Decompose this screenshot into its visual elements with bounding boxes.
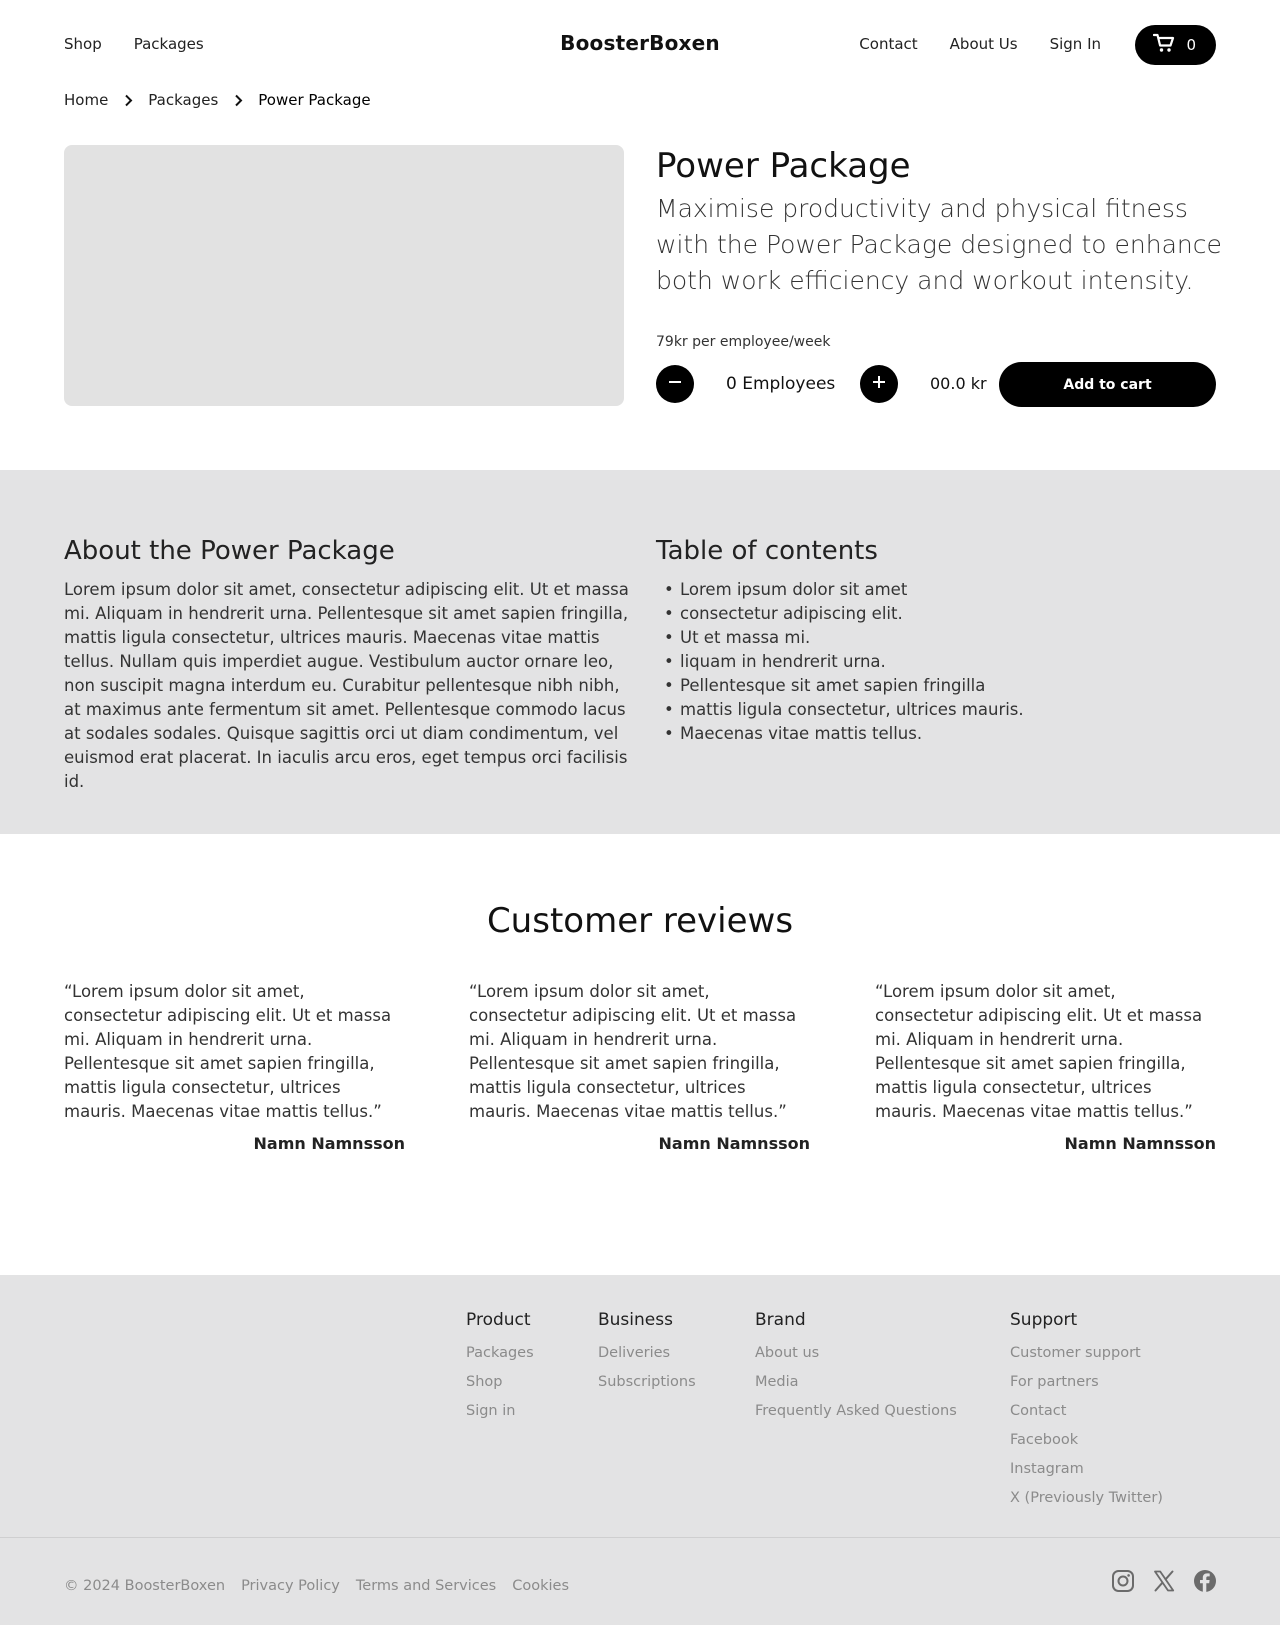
brand-logo[interactable]: BoosterBoxen (560, 31, 720, 55)
add-to-cart-button[interactable]: Add to cart (999, 362, 1216, 407)
total-price: 00.0 kr (930, 374, 987, 393)
toc-item[interactable]: • Lorem ipsum dolor sit amet (656, 578, 1216, 602)
footer-link[interactable]: Deliveries (598, 1345, 671, 1361)
about-text: Lorem ipsum dolor sit amet, consectetur adipiscing elit. Ut et massa mi. Aliquam in hendrerit urna. Pellentesque sit amet sapien fringilla, mattis ligula consectetur, ultrices mauris. Maecenas vitae mattis tellus. Nullam quis imperdiet augue. Vestibulum auctor ornare leo, non suscipit magna interdum eu. Curabitur pellentesque nibh nibh, at maximus ante fermentum sit amet. Pellentesque commodo lacus at sodales sodales. Quisque sagittis orci ut diam condimentum, vel euismod erat placerat. In iaculis arcu eros, eget tempus orci facilisis id. (64, 580, 629, 791)
footer-link[interactable]: Media (755, 1374, 799, 1390)
review-card (875, 980, 1216, 1153)
cookies-link[interactable]: Cookies (512, 1578, 570, 1594)
footer-link[interactable]: Facebook (1010, 1432, 1079, 1448)
review-author: Namn Namnsson (658, 1134, 810, 1153)
footer-link[interactable]: Subscriptions (598, 1374, 696, 1390)
reviews-heading: Customer reviews (486, 901, 794, 941)
cart-button[interactable] (1135, 25, 1216, 65)
toc-item[interactable]: • Pellentesque sit amet sapien fringilla (656, 674, 1216, 698)
decrease-employees-button[interactable] (656, 365, 694, 403)
footer-link[interactable]: About us (755, 1345, 820, 1361)
plus-icon (871, 374, 887, 394)
quantity-stepper (656, 362, 1216, 407)
footer-heading: Product (466, 1310, 531, 1330)
chevron-right-icon (108, 94, 148, 107)
cart-count: 0 (1186, 36, 1196, 54)
toc-item[interactable]: • mattis ligula consectetur, ultrices mauris. (656, 698, 1216, 722)
toc-item[interactable]: • consectetur adipiscing elit. (656, 602, 1216, 626)
nav-link-shop[interactable]: Shop (64, 35, 102, 53)
toc-heading: Table of contents (656, 536, 878, 566)
toc-item[interactable]: • liquam in hendrerit urna. (656, 650, 1216, 674)
site-header (0, 0, 1280, 88)
chevron-right-icon (218, 94, 258, 107)
breadcrumb-packages[interactable]: Packages (148, 91, 219, 109)
toc-item[interactable]: • Ut et massa mi. (656, 626, 1216, 650)
toc-list (656, 578, 1216, 746)
about-section (0, 470, 1280, 834)
nav-link-sign-in[interactable]: Sign In (1049, 35, 1101, 53)
employee-count: 0 Employees (726, 374, 836, 394)
footer-link[interactable]: For partners (1010, 1374, 1099, 1390)
footer-link[interactable]: Frequently Asked Questions (755, 1403, 957, 1419)
nav-link-about-us[interactable]: About Us (949, 35, 1018, 53)
review-quote: “Lorem ipsum dolor sit amet, consectetur adipiscing elit. Ut et massa mi. Aliquam in hendrerit urna. Pellentesque sit amet sapien fringilla, mattis ligula consectetur, ultrices mauris. Maecenas vitae mattis tellus.” (469, 982, 797, 1121)
product-description: Maximise productivity and physical fitness with the Power Package designed to enhance both work efficiency and workout intensity. (656, 194, 1222, 295)
breadcrumb (64, 90, 371, 110)
footer-link[interactable]: Customer support (1010, 1345, 1141, 1361)
footer-heading: Support (1010, 1310, 1078, 1330)
cart-icon (1153, 33, 1175, 57)
facebook-icon[interactable] (1192, 1568, 1217, 1593)
secondary-nav (859, 35, 1101, 53)
breadcrumb-current: Power Package (258, 91, 371, 109)
review-card (469, 980, 810, 1153)
product-image-placeholder (64, 145, 624, 406)
site-footer (0, 1275, 1280, 1625)
footer-divider (0, 1537, 1280, 1538)
footer-column-business (598, 1309, 696, 1397)
copyright: © 2024 BoosterBoxen (64, 1578, 226, 1594)
toc-item[interactable]: • Maecenas vitae mattis tellus. (656, 722, 1216, 746)
footer-heading: Business (598, 1310, 673, 1330)
unit-price: 79kr per employee/week (656, 334, 831, 350)
footer-column-product (466, 1309, 534, 1426)
breadcrumb-home[interactable]: Home (64, 91, 109, 109)
terms-link[interactable]: Terms and Services (355, 1578, 497, 1594)
table-of-contents (656, 536, 1216, 746)
minus-icon (667, 374, 683, 394)
footer-legal (64, 1578, 569, 1594)
footer-link[interactable]: Instagram (1010, 1461, 1084, 1477)
instagram-icon[interactable] (1110, 1568, 1135, 1593)
review-author: Namn Namnsson (1064, 1134, 1216, 1153)
review-quote: “Lorem ipsum dolor sit amet, consectetur adipiscing elit. Ut et massa mi. Aliquam in hendrerit urna. Pellentesque sit amet sapien fringilla, mattis ligula consectetur, ultrices mauris. Maecenas vitae mattis tellus.” (875, 982, 1203, 1121)
privacy-policy-link[interactable]: Privacy Policy (241, 1578, 340, 1594)
social-links (1110, 1568, 1217, 1593)
review-author: Namn Namnsson (253, 1134, 405, 1153)
footer-link[interactable]: X (Previously Twitter) (1010, 1490, 1163, 1506)
footer-link[interactable]: Packages (466, 1345, 534, 1361)
x-icon[interactable] (1151, 1568, 1176, 1593)
increase-employees-button[interactable] (860, 365, 898, 403)
review-card (64, 980, 405, 1153)
footer-column-brand (755, 1309, 957, 1426)
footer-link[interactable]: Sign in (466, 1403, 516, 1419)
review-quote: “Lorem ipsum dolor sit amet, consectetur adipiscing elit. Ut et massa mi. Aliquam in hendrerit urna. Pellentesque sit amet sapien fringilla, mattis ligula consectetur, ultrices mauris. Maecenas vitae mattis tellus.” (64, 982, 392, 1121)
about-column (64, 536, 630, 794)
footer-heading: Brand (755, 1310, 806, 1330)
product-title: Power Package (656, 146, 911, 186)
footer-link[interactable]: Shop (466, 1374, 503, 1390)
about-heading: About the Power Package (64, 536, 395, 566)
nav-link-contact[interactable]: Contact (859, 35, 918, 53)
nav-link-packages[interactable]: Packages (133, 35, 204, 53)
footer-link[interactable]: Contact (1010, 1403, 1067, 1419)
footer-column-support (1010, 1309, 1163, 1513)
